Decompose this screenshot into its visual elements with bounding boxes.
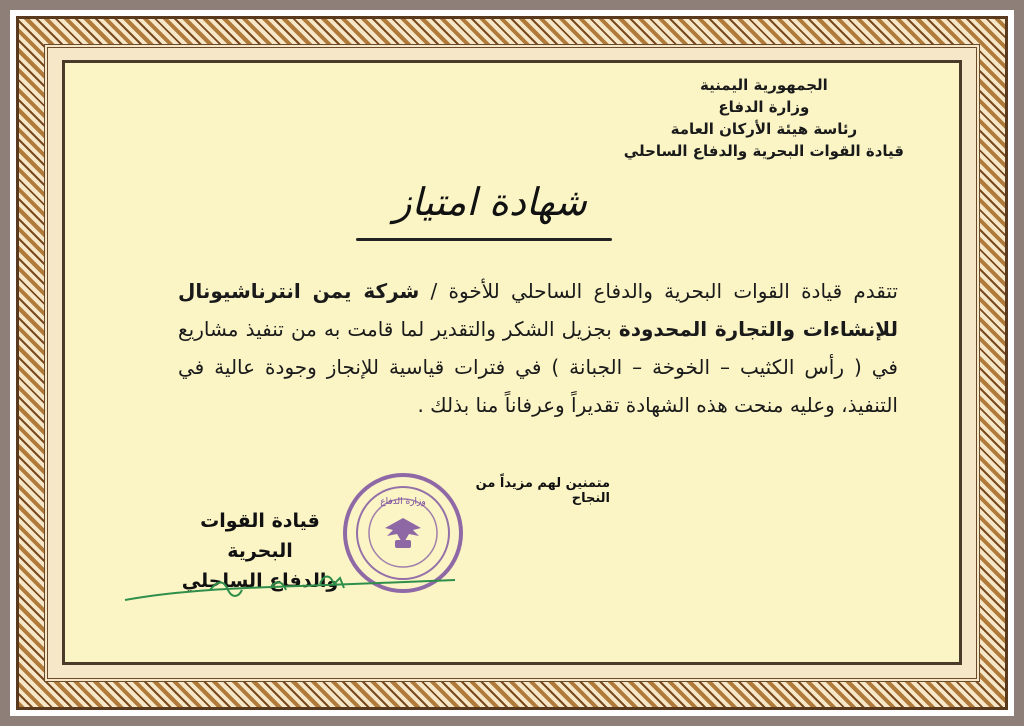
eagle-emblem-icon — [385, 518, 421, 548]
signatory-line2: والدفاع الساحلي — [181, 570, 339, 592]
certificate-body — [178, 272, 898, 424]
signatory-line1: قيادة القوات البحرية — [200, 510, 320, 562]
header-line-command: قيادة القوات البحرية والدفاع الساحلي — [623, 142, 904, 160]
header-line-republic: الجمهورية اليمنية — [699, 76, 828, 94]
body-intro: تتقدم قيادة القوات البحرية والدفاع الساحلي للأخوة / — [419, 279, 899, 303]
title-underline — [356, 238, 612, 241]
issuer-header — [624, 74, 904, 162]
certificate-title: شهادة امتياز — [393, 180, 587, 224]
company-name-line2: للإنشاءات والتجارة المحدودة — [618, 317, 899, 341]
header-line-staff: رئاسة هيئة الأركان العامة — [670, 120, 858, 138]
body-rest: بجزيل الشكر والتقدير لما قامت به من تنفيذ مشاريع في ( رأس الكثيب – الخوخة – الجبانة ) في فترات قياسية للإنجاز وجودة عالية في التنفيذ، وعليه منحت هذه الشهادة تقديراً وعرفاناً منا بذلك . — [178, 317, 898, 417]
header-line-ministry: وزارة الدفاع — [718, 98, 810, 116]
handwritten-signature — [120, 560, 460, 610]
company-name-line1: شركة يمن انترناشيونال — [178, 279, 420, 303]
stamp-text: وزارة الدفاع — [380, 497, 426, 507]
closing-wish: متمنين لهم مزيداً من النجاح — [475, 476, 610, 506]
